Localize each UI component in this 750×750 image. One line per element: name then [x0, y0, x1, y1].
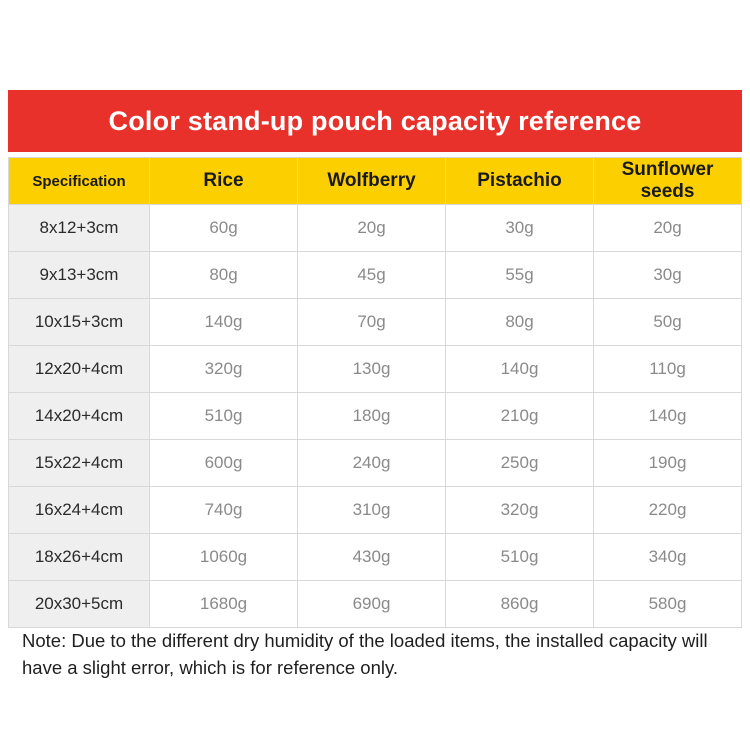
cell-rice: 510g [150, 393, 298, 440]
cell-pistachio: 30g [446, 205, 594, 252]
cell-spec: 15x22+4cm [9, 440, 150, 487]
cell-sunflower-seeds: 30g [594, 252, 742, 299]
cell-pistachio: 250g [446, 440, 594, 487]
table-row [9, 346, 742, 393]
cell-sunflower-seeds: 110g [594, 346, 742, 393]
cell-rice: 600g [150, 440, 298, 487]
column-header-rice: Rice [150, 158, 298, 205]
cell-wolfberry: 70g [298, 299, 446, 346]
cell-pistachio: 860g [446, 581, 594, 628]
cell-wolfberry: 430g [298, 534, 446, 581]
column-header-wolfberry: Wolfberry [298, 158, 446, 205]
table-row [9, 581, 742, 628]
cell-rice: 1680g [150, 581, 298, 628]
cell-spec: 10x15+3cm [9, 299, 150, 346]
cell-rice: 320g [150, 346, 298, 393]
capacity-table [8, 157, 742, 628]
cell-spec: 12x20+4cm [9, 346, 150, 393]
cell-spec: 20x30+5cm [9, 581, 150, 628]
cell-sunflower-seeds: 340g [594, 534, 742, 581]
cell-pistachio: 55g [446, 252, 594, 299]
cell-spec: 18x26+4cm [9, 534, 150, 581]
table-row [9, 252, 742, 299]
cell-sunflower-seeds: 190g [594, 440, 742, 487]
cell-wolfberry: 20g [298, 205, 446, 252]
cell-sunflower-seeds: 220g [594, 487, 742, 534]
table-row [9, 534, 742, 581]
cell-spec: 9x13+3cm [9, 252, 150, 299]
cell-rice: 60g [150, 205, 298, 252]
banner [8, 90, 742, 152]
cell-wolfberry: 130g [298, 346, 446, 393]
cell-rice: 1060g [150, 534, 298, 581]
table-row [9, 299, 742, 346]
table-row [9, 205, 742, 252]
cell-pistachio: 510g [446, 534, 594, 581]
cell-pistachio: 210g [446, 393, 594, 440]
cell-rice: 740g [150, 487, 298, 534]
footnote: Note: Due to the different dry humidity of the loaded items, the installed capacity will have a slight error, which is for reference only. [22, 630, 708, 678]
table-header [9, 158, 742, 205]
table-row [9, 487, 742, 534]
cell-sunflower-seeds: 50g [594, 299, 742, 346]
cell-sunflower-seeds: 140g [594, 393, 742, 440]
cell-pistachio: 320g [446, 487, 594, 534]
table-row [9, 393, 742, 440]
cell-wolfberry: 310g [298, 487, 446, 534]
cell-spec: 16x24+4cm [9, 487, 150, 534]
cell-sunflower-seeds: 20g [594, 205, 742, 252]
table-body [9, 205, 742, 628]
cell-wolfberry: 180g [298, 393, 446, 440]
column-header-pistachio: Pistachio [446, 158, 594, 205]
table-header-row [9, 158, 742, 205]
cell-pistachio: 140g [446, 346, 594, 393]
column-header-specification: Specification [9, 158, 150, 205]
page-title: Color stand-up pouch capacity reference [108, 105, 642, 136]
cell-rice: 80g [150, 252, 298, 299]
cell-wolfberry: 45g [298, 252, 446, 299]
cell-spec: 14x20+4cm [9, 393, 150, 440]
cell-sunflower-seeds: 580g [594, 581, 742, 628]
table-row [9, 440, 742, 487]
cell-rice: 140g [150, 299, 298, 346]
cell-pistachio: 80g [446, 299, 594, 346]
cell-spec: 8x12+3cm [9, 205, 150, 252]
cell-wolfberry: 240g [298, 440, 446, 487]
cell-wolfberry: 690g [298, 581, 446, 628]
column-header-sunflower-seeds: Sunflower seeds [594, 158, 742, 205]
